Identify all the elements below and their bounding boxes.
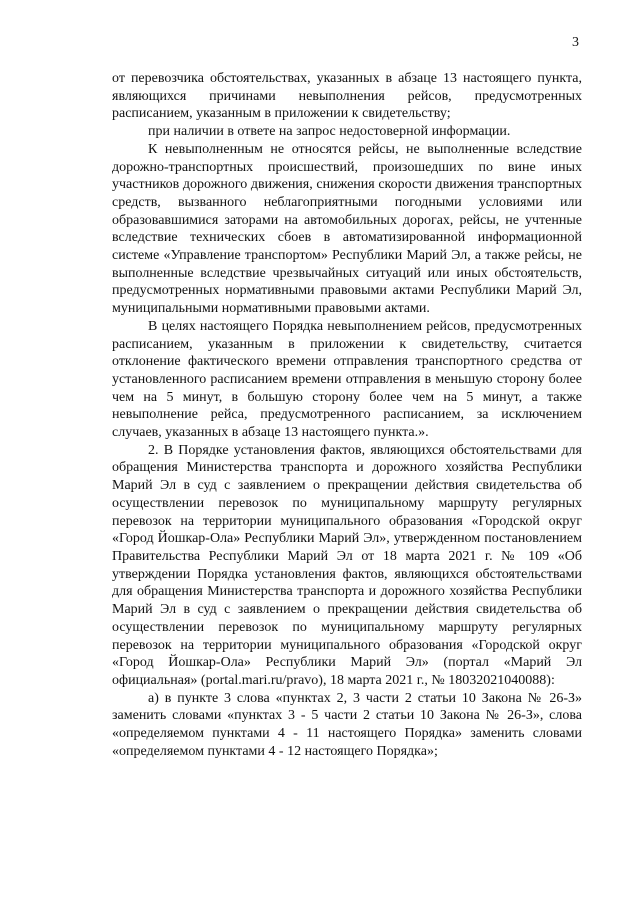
paragraph-definition: В целях настоящего Порядка невыполнением рейсов, предусмотренных расписанием, указанным в приложении к свидетельству, считается отклонение фактического времени отправления транспортного средства от установленного расписанием времени отправления в меньшую сторону более чем на 5 минут, в большую сторону более чем на 5 минут, а также невыполнение рейса, предусмотренного расписанием, за исключением случаев, указанных в абзаце 13 настоящего пункта.». bbox=[112, 318, 582, 441]
paragraph-continuation: от перевозчика обстоятельствах, указанных в абзаце 13 настоящего пункта, являющихся причинами невыполнения рейсов, предусмотренных расписанием, указанным в приложении к свидетельству; bbox=[112, 71, 582, 122]
page-number: 3 bbox=[572, 35, 579, 50]
document-body bbox=[112, 70, 582, 760]
paragraph-item-2: 2. В Порядке установления фактов, являющихся обстоятельствами для обращения Министерства транспорта и дорожного хозяйства Республики Марий Эл в суд с заявлением о прекращении действия свидетельства об осуществлении перевозок по муниципальному маршруту регулярных перевозок на территории муниципального образования «Городской округ «Город Йошкар-Ола» Республики Марий Эл», утвержденном постановлением Правительства Республики Марий Эл от 18 марта 2021 г. № 109 «Об утверждении Порядка установления фактов, являющихся обстоятельствами для обращения Министерства транспорта и дорожного хозяйства Республики Марий Эл в суд с заявлением о прекращении действия свидетельства об осуществлении перевозок по муниципальному маршруту регулярных перевозок на территории муниципального образования «Городской округ «Город Йошкар-Ола» Республики Марий Эл» (портал «Марий Эл официальная» (portal.mari.ru/pravo), 18 марта 2021 г., № 18032021040088): bbox=[112, 442, 582, 688]
paragraph-exclusions: К невыполненным не относятся рейсы, не выполненные вследствие дорожно-транспортных происшествий, произошедших по вине иных участников дорожного движения, снижения скорости движения транспортных средств, вызванного неблагоприятными погодными условиями или образовавшимися заторами на автомобильных дорогах, рейсы, не учтенные вследствие технических сбоев в автоматизированной информационной системе «Управление транспортом» Республики Марий Эл, а также рейсы, не выполненные вследствие чрезвычайных ситуаций или иных обстоятельств, предусмотренных нормативными правовыми актами Республики Марий Эл, муниципальными нормативными правовыми актами. bbox=[112, 141, 582, 317]
paragraph-unreliable-info: при наличии в ответе на запрос недостоверной информации. bbox=[148, 124, 511, 140]
paragraph-subitem-a: а) в пункте 3 слова «пунктах 2, 3 части 2 статьи 10 Закона № 26-З» заменить словами «пунктах 3 - 5 части 2 статьи 10 Закона № 26-З», слова «определяемом пунктами 4 - 11 настоящего Порядка» заменить словами «определяемом пунктами 4 - 12 настоящего Порядка»; bbox=[112, 690, 582, 759]
